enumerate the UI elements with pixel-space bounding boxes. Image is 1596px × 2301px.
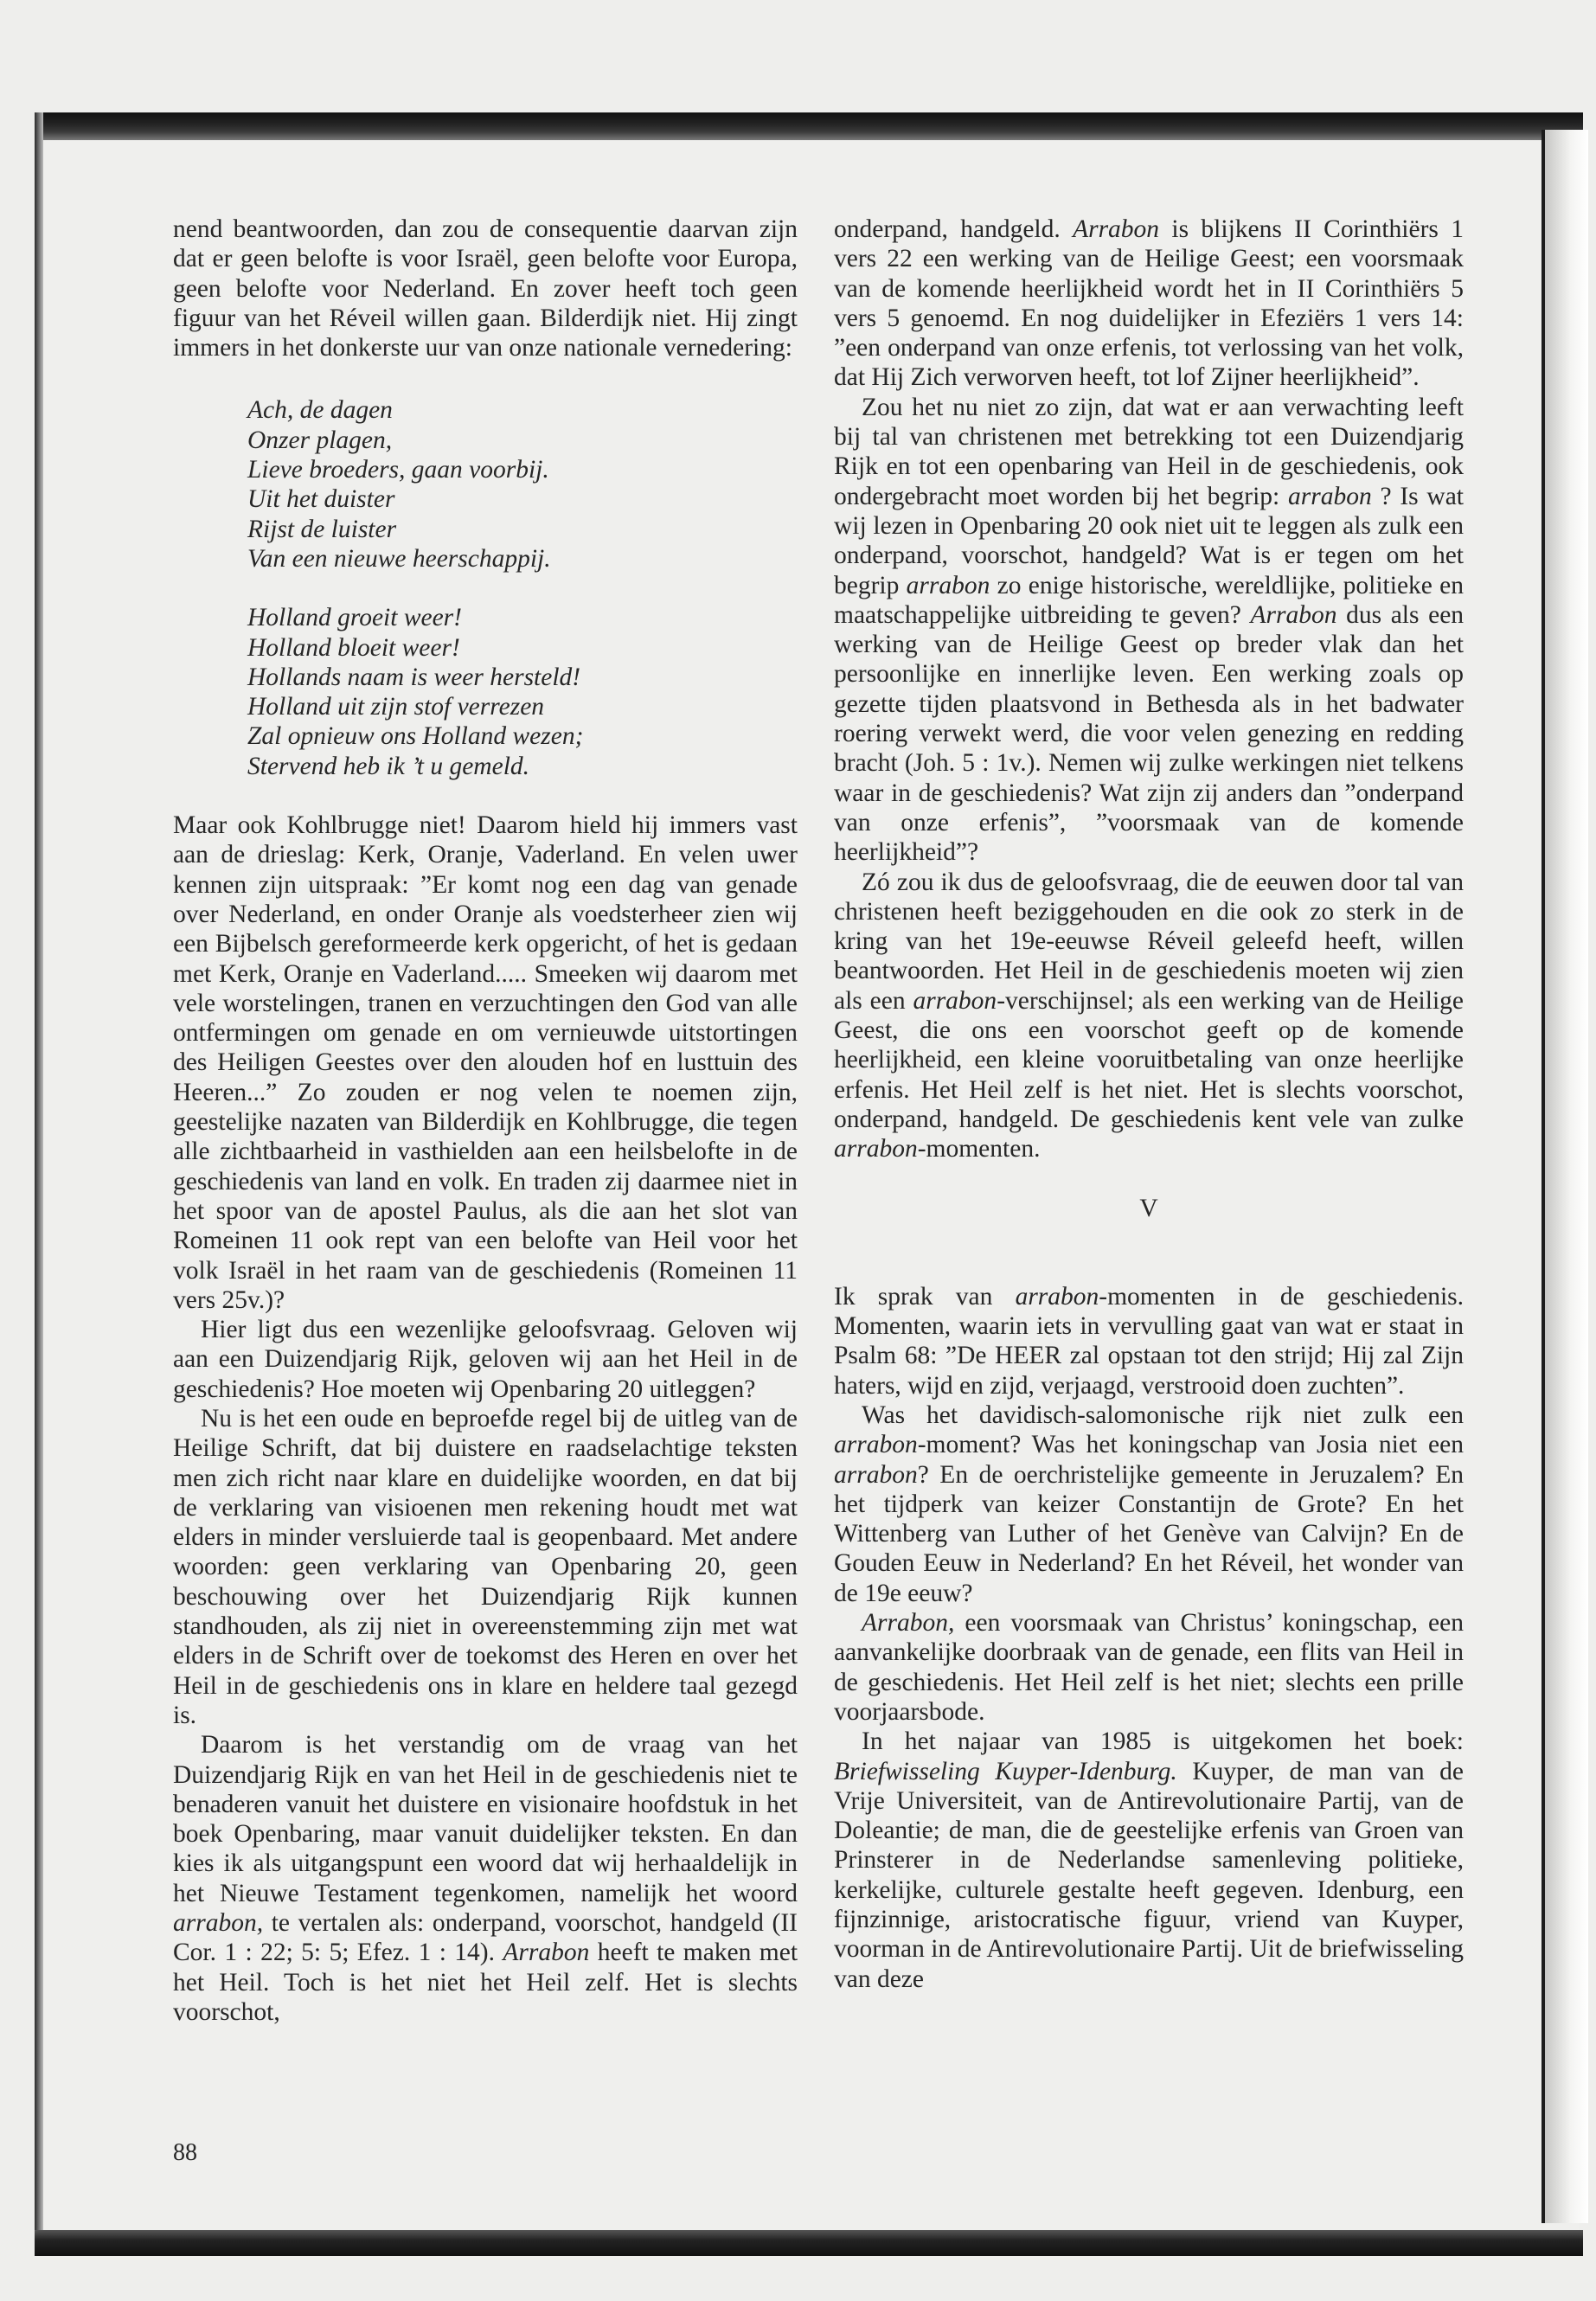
paragraph-beantwoorden	[834, 868, 1464, 1164]
text-run: onderpand, handgeld.	[834, 215, 1061, 243]
text-run-italic: arrabon	[834, 1135, 918, 1163]
text-run-italic: arrabon	[1015, 1282, 1099, 1311]
paragraph-voorsmaak	[834, 1608, 1464, 1727]
text-run: -momenten in de geschiedenis. Momenten, waarin iets in vervulling gaat van wat er staat in Psalm 68: ”De HEER zal opstaan tot den strijd; Hij zal Zijn haters, wijd en zijd, verjaagd, verstrooid doen zuchten”.	[834, 1282, 1464, 1400]
poem-bilderdijk	[247, 395, 798, 781]
scan-right-margin	[1545, 130, 1588, 2223]
poem-line: Lieve broeders, gaan voorbij.	[247, 456, 549, 484]
text-run-italic: Arrabon	[503, 1939, 590, 1967]
text-run: -moment? Was het koningschap van Josia niet een	[917, 1431, 1464, 1459]
paragraph-daarom	[173, 1730, 798, 2027]
paragraph-onderpand	[834, 215, 1464, 393]
text-run-italic: Arrabon	[1073, 215, 1160, 243]
poem-line: Holland uit zijn stof verrezen	[247, 693, 545, 721]
text-run-italic: arrabon,	[173, 1909, 264, 1938]
poem-line: Onzer plagen,	[247, 426, 393, 454]
section-heading-v: V	[1139, 1194, 1158, 1222]
text-run-italic: arrabon	[913, 986, 997, 1015]
text-run: is blijkens II Corinthiërs 1 vers 22 een werking van de Heilige Geest; een voorsmaak van de komende heerlijkheid wordt het in II Corinthiërs 5 vers 5 genoemd. En nog duidelijker in Efeziërs 1 vers 14: ”een onderpand van onze erfenis, tot verlossing van het volk, dat Hij Zich verworven heeft, tot lof Zijner heerlijkheid”.	[834, 215, 1464, 392]
page-number: 88	[173, 2139, 197, 2166]
poem-line: Ach, de dagen	[247, 396, 393, 425]
paragraph-geloofsvraag: Hier ligt dus een wezenlijke geloofsvraag. Geloven wij aan een Duizendjarig Rijk, geloven wij aan het Heil in de geschiedenis? Hoe moeten wij Openbaring 20 uitleggen?	[173, 1316, 798, 1403]
text-run-italic: Arrabon,	[862, 1609, 955, 1638]
paragraph-davidisch	[834, 1400, 1464, 1608]
poem-line: Hollands naam is weer hersteld!	[247, 663, 581, 691]
text-run: Daarom is het verstandig om de vraag van het Duizendjarig Rijk en van het Heil in de geschiedenis niet te benaderen vanuit het duistere en visionaire hoofdstuk in het boek Openbaring, maar vanuit duidelijker teksten. En dan kies ik als uitgangspunt een woord dat wij herhaaldelijk in het Nieuwe Testament tegenkomen, namelijk het woord	[173, 1731, 798, 1907]
poem-line: Zal opnieuw ons Holland wezen;	[247, 722, 584, 751]
text-run: zo enige historische, wereldlijke, politieke en maatschappelijke uitbreiding te geven?	[834, 571, 1464, 629]
poem-line: Uit het duister	[247, 485, 395, 514]
poem-stanza-1	[247, 395, 798, 574]
paragraph-briefwisseling	[834, 1727, 1464, 1994]
paragraph-momenten	[834, 1282, 1464, 1400]
text-run-italic: arrabon	[834, 1431, 918, 1459]
text-run: Zó zou ik dus de geloofsvraag, die de eeuwen door tal van christenen heeft beziggehouden en die ook zo sterk in de kring van het 19e-eeuwse Réveil geleefd heeft, willen beantwoorden. Het Heil in de geschiedenis moeten wij zien als een	[834, 868, 1464, 1015]
text-run-italic: Briefwisseling Kuyper-Idenburg.	[834, 1757, 1177, 1785]
paragraph-uitleg-regel: Nu is het een oude en beproefde regel bij de uitleg van de Heilige Schrift, dat bij duistere en raadselachtige teksten men zich richt naar klare en duidelijke woorden, en dat bij de verklaring van visioenen men rekening houdt met wat elders in minder versluierde taal is geopenbaard. Met andere woorden: geen verklaring van Openbaring 20, geen beschouwing over het Duizendjarig Rijk kunnen standhouden, als zij niet in overeenstemming zijn met wat elders in de Schrift over de toekomst des Heren en over het Heil in de geschiedenis ons in klare en heldere taal gezegd is.	[173, 1404, 798, 1729]
text-run: een voorsmaak van Christus’ koningschap, een aanvankelijke doorbraak van de genade, een flits van Heil in de geschiedenis. Het Heil zelf is het niet; slechts een prille voorjaarsbode.	[834, 1609, 1464, 1726]
text-run: Zou het nu niet zo zijn, dat wat er aan verwachting leeft bij tal van christenen met betrekking tot een Duizendjarig Rijk en tot een openbaring van Heil in de geschiedenis, ook ondergebracht moet worden bij het begrip:	[834, 393, 1464, 510]
paragraph-kohlbrugge: Maar ook Kohlbrugge niet! Daarom hield hij immers vast aan de drieslag: Kerk, Oranje, Vaderland. En velen uwer kennen zijn uitspraak: ”Er komt nog een dag van genade over Nederland, en onder Oranje als voedsterheer zien wij een Bijbelsch gereformeerde kerk opgericht, of het is gedaan met Kerk, Oranje en Vaderland..... Smeeken wij daarom met vele worstelingen, tranen en verzuchtingen den God van alle ontfermingen om genade en om vernieuwde uitstortingen des Heiligen Geestes over den alouden hof en lusttuin des Heeren...” Zo zouden er nog velen te noemen zijn, geestelijke nazaten van Bilderdijk en Kohlbrugge, die tegen alle zichtbaarheid in vasthielden aan een heilsbelofte in de geschiedenis van land en volk. En traden zij daarmee niet in het spoor van de apostel Paulus, als die aan het slot van Romeinen 11 ook rept van een belofte van Heil voor het volk Israël in het raam van de geschiedenis (Romeinen 11 vers 25v.)?	[173, 811, 798, 1314]
poem-line: Van een nieuwe heerschappij.	[247, 544, 551, 573]
poem-line: Rijst de luister	[247, 515, 397, 543]
text-run: -momenten.	[917, 1135, 1041, 1163]
right-column	[834, 215, 1464, 1994]
text-run: ? En de oerchristelijke gemeente in Jeruzalem? En het tijdperk van keizer Constantijn de Grote? En het Wittenberg van Luther of het Genève van Calvijn? En de Gouden Eeuw in Nederland? En het Réveil, het wonder van de 19e eeuw?	[834, 1460, 1464, 1607]
paragraph-intro: nend beantwoorden, dan zou de consequentie daarvan zijn dat er geen belofte is voor Israël, geen belofte voor Europa, geen belofte voor Nederland. En zover heeft toch geen figuur van het Réveil willen gaan. Bilderdijk niet. Hij zingt immers in het donkerste uur van onze nationale vernedering:	[173, 215, 798, 362]
scan-bottom-border	[35, 2230, 1583, 2256]
poem-line: Holland groeit weer!	[247, 604, 462, 632]
poem-line: Holland bloeit weer!	[247, 633, 460, 662]
paragraph-verwachting	[834, 393, 1464, 868]
text-run: te vertalen als: onderpand, voorschot, handgeld (II Cor. 1 : 22; 5: 5; Efez. 1 : 14).	[173, 1909, 798, 1967]
text-run: In het najaar van 1985 is uitgekomen het boek:	[862, 1727, 1464, 1756]
text-run-italic: arrabon	[906, 571, 990, 599]
text-run: Kuyper, de man van de Vrije Universiteit, van de Antirevolutionaire Partij, van de Doleantie; de man, die de geestelijke erfenis van Groen van Prinsterer in de Nederlandse samenleving politieke, kerkelijke, culturele gestalte heeft gegeven. Idenburg, een fijnzinnige, aristocratische figuur, vriend van Kuyper, voorman in de Antirevolutionaire Partij. Uit de briefwisseling van deze	[834, 1757, 1465, 1993]
left-column	[173, 215, 798, 2027]
poem-line: Stervend heb ik ’t u gemeld.	[247, 752, 530, 780]
text-run-italic: arrabon	[1287, 482, 1372, 510]
text-run: dus als een werking van de Heilige Geest op breder vlak dan het persoonlijke en innerlijke leven. Een werking zoals op gezette tijden plaatsvond in Bethesda als in het badwater roering verwekt werd, die voor velen genezing en redding bracht (Joh. 5 : 1v.). Nemen wij zulke werkingen niet telkens waar in de geschiedenis? Wat zijn zij anders dan ”onderpand van onze erfenis”, ”voorsmaak van de komende heerlijkheid”?	[834, 600, 1465, 867]
text-run: ? Is wat wij lezen in Openbaring 20 ook niet uit te leggen als zulk een onderpand, voorschot, handgeld? Wat is er tegen om het begrip	[834, 482, 1464, 599]
text-run: -verschijnsel; als een werking van de Heilige Geest, die ons een voorschot geeft op de komende heerlijkheid, een kleine vooruitbetaling van onze heerlijke erfenis. Het Heil zelf is het niet. Het is slechts voorschot, onderpand, handgeld. De geschiedenis kent vele van zulke	[834, 986, 1464, 1133]
text-run-italic: Arrabon	[1250, 600, 1337, 629]
scan-left-border	[35, 112, 43, 2256]
poem-stanza-2	[247, 603, 798, 781]
text-run: Ik sprak van	[834, 1282, 993, 1311]
text-run-italic: arrabon	[834, 1460, 918, 1489]
text-run: Was het davidisch-salomonische rijk niet zulk een	[862, 1400, 1464, 1429]
text-run: heeft te maken met het Heil. Toch is het niet het Heil zelf. Het is slechts voorschot,	[173, 1939, 798, 2026]
scan-top-border	[35, 112, 1583, 140]
